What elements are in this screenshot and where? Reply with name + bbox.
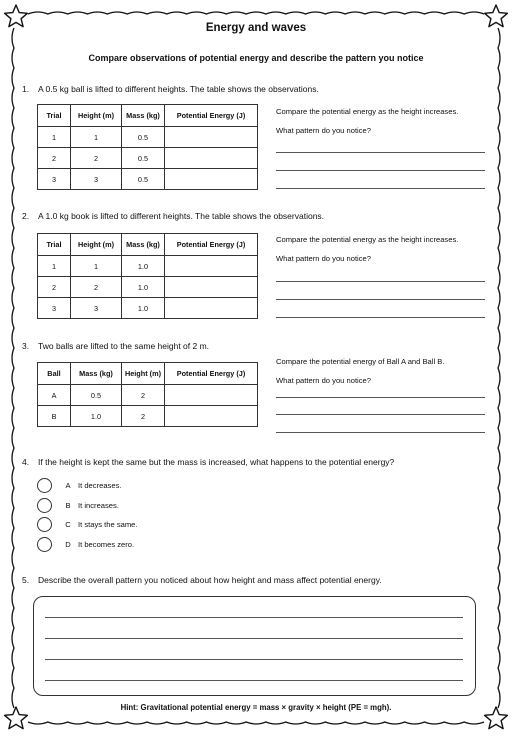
- compare-prompt: Compare the potential energy of Ball A and Ball B.: [276, 357, 445, 366]
- observation-table-1: [37, 104, 258, 190]
- radio-circle[interactable]: [37, 517, 52, 532]
- radio-circle[interactable]: [37, 498, 52, 513]
- table-cell: 0.5: [71, 385, 122, 406]
- table-cell: 2: [38, 148, 71, 169]
- table-cell: 1.0: [122, 298, 165, 319]
- option-text: It decreases.: [78, 481, 122, 490]
- answer-cell[interactable]: [165, 169, 258, 190]
- question-3: [22, 341, 209, 351]
- option-a[interactable]: [37, 478, 121, 493]
- answer-line[interactable]: [276, 188, 485, 189]
- pattern-prompt: What pattern do you notice?: [276, 126, 371, 135]
- border-edge: [28, 722, 484, 724]
- table-row: [38, 127, 258, 148]
- table-cell: B: [38, 406, 71, 427]
- table-header: Height (m): [71, 234, 122, 256]
- compare-prompt: Compare the potential energy as the height increases.: [276, 235, 459, 244]
- question-number: 3.: [22, 341, 30, 351]
- radio-circle[interactable]: [37, 537, 52, 552]
- question-number: 2.: [22, 211, 30, 221]
- pattern-prompt: What pattern do you notice?: [276, 376, 371, 385]
- question-2: [22, 211, 324, 221]
- answer-cell[interactable]: [165, 385, 258, 406]
- page-title: Energy and waves: [205, 22, 307, 34]
- question-text: Two balls are lifted to the same height of 2 m.: [38, 341, 210, 351]
- hint-text: Hint: Gravitational potential energy = mass × gravity × height (PE = mgh).: [120, 703, 392, 712]
- border-edge: [28, 12, 484, 14]
- answer-line[interactable]: [276, 152, 485, 153]
- option-text: It increases.: [78, 501, 119, 510]
- question-number: 5.: [22, 575, 30, 585]
- option-letter: B: [65, 501, 71, 510]
- answer-line[interactable]: [276, 299, 485, 300]
- table-header: Trial: [38, 105, 71, 127]
- table-row: [38, 256, 258, 277]
- answer-cell[interactable]: [165, 256, 258, 277]
- answer-cell[interactable]: [165, 298, 258, 319]
- option-text: It stays the same.: [78, 520, 138, 529]
- question-1: [22, 84, 319, 94]
- table-header: Ball: [38, 363, 71, 385]
- table-header: Height (m): [71, 105, 122, 127]
- answer-line[interactable]: [276, 414, 485, 415]
- table-row: [38, 406, 258, 427]
- table-cell: 1: [38, 127, 71, 148]
- answer-line[interactable]: [276, 170, 485, 171]
- table-header: Trial: [38, 234, 71, 256]
- option-d[interactable]: [37, 537, 134, 552]
- table-header: Mass (kg): [122, 105, 165, 127]
- option-c[interactable]: [37, 517, 138, 532]
- table-header: Height (m): [122, 363, 165, 385]
- pattern-prompt: What pattern do you notice?: [276, 254, 371, 263]
- table-header: Potential Energy (J): [165, 363, 258, 385]
- answer-line[interactable]: [276, 281, 485, 282]
- table-row: [38, 169, 258, 190]
- answer-line[interactable]: [276, 432, 485, 433]
- option-letter: C: [65, 520, 71, 529]
- table-row: [38, 277, 258, 298]
- question-text: A 0.5 kg ball is lifted to different heights. The table shows the observations.: [38, 84, 319, 94]
- table-cell: 0.5: [122, 148, 165, 169]
- answer-line[interactable]: [276, 397, 485, 398]
- table-row: [38, 298, 258, 319]
- observation-table-3: [37, 362, 258, 427]
- question-4: [22, 457, 394, 467]
- table-cell: 3: [38, 298, 71, 319]
- table-row: [38, 148, 258, 169]
- question-5: [22, 575, 382, 585]
- answer-cell[interactable]: [165, 148, 258, 169]
- table-cell: 1: [71, 256, 122, 277]
- answer-line[interactable]: [45, 659, 463, 660]
- answer-line[interactable]: [45, 638, 463, 639]
- answer-line[interactable]: [45, 617, 463, 618]
- table-cell: 3: [38, 169, 71, 190]
- question-text: If the height is kept the same but the mass is increased, what happens to the potential energy?: [38, 457, 395, 467]
- observation-table-2: [37, 233, 258, 319]
- option-text: It becomes zero.: [78, 540, 135, 549]
- question-text: Describe the overall pattern you noticed about how height and mass affect potential energy.: [38, 575, 382, 585]
- answer-box[interactable]: [33, 596, 476, 696]
- table-cell: 3: [71, 298, 122, 319]
- table-cell: 1.0: [71, 406, 122, 427]
- table-header: Mass (kg): [71, 363, 122, 385]
- question-number: 1.: [22, 84, 30, 94]
- answer-cell[interactable]: [165, 277, 258, 298]
- compare-prompt: Compare the potential energy as the height increases.: [276, 107, 459, 116]
- table-cell: 2: [71, 277, 122, 298]
- table-cell: 2: [122, 385, 165, 406]
- answer-cell[interactable]: [165, 406, 258, 427]
- question-text: A 1.0 kg book is lifted to different heights. The table shows the observations.: [38, 211, 325, 221]
- option-b[interactable]: [37, 498, 119, 513]
- table-cell: 2: [122, 406, 165, 427]
- table-cell: 2: [71, 148, 122, 169]
- table-header: Potential Energy (J): [165, 105, 258, 127]
- table-header: Potential Energy (J): [165, 234, 258, 256]
- table-cell: 1: [38, 256, 71, 277]
- table-cell: 3: [71, 169, 122, 190]
- table-cell: 1: [71, 127, 122, 148]
- question-number: 4.: [22, 457, 30, 467]
- table-row: [38, 385, 258, 406]
- option-letter: D: [65, 540, 71, 549]
- table-header: Mass (kg): [122, 234, 165, 256]
- answer-cell[interactable]: [165, 127, 258, 148]
- table-cell: 0.5: [122, 169, 165, 190]
- page-subtitle: Compare observations of potential energy and describe the pattern you notice: [88, 53, 424, 63]
- radio-circle[interactable]: [37, 478, 52, 493]
- border-edge: [12, 28, 14, 708]
- table-cell: 2: [38, 277, 71, 298]
- table-cell: 1.0: [122, 256, 165, 277]
- table-cell: A: [38, 385, 71, 406]
- table-cell: 0.5: [122, 127, 165, 148]
- answer-line[interactable]: [276, 317, 485, 318]
- answer-line[interactable]: [45, 680, 463, 681]
- table-cell: 1.0: [122, 277, 165, 298]
- option-letter: A: [65, 481, 71, 490]
- border-edge: [498, 28, 500, 708]
